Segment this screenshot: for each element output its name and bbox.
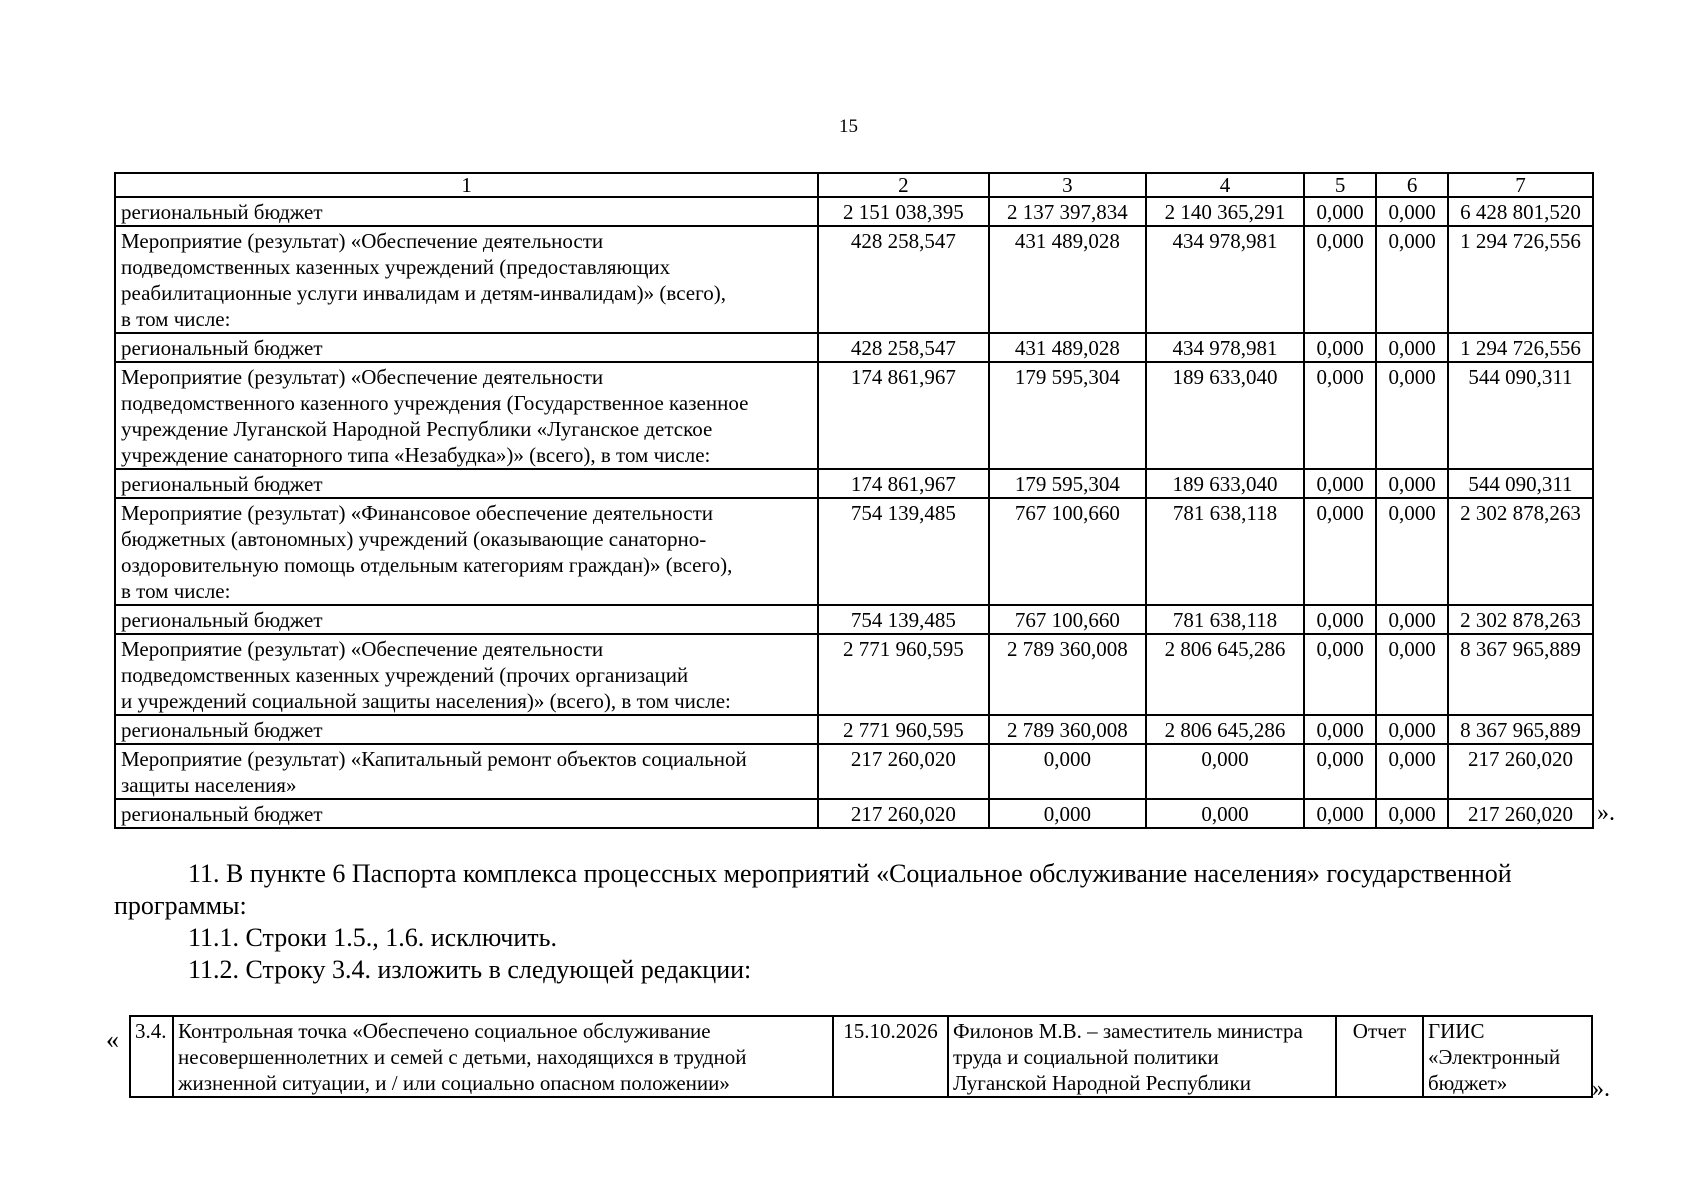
value-cell: 8 367 965,889	[1448, 715, 1593, 744]
value-cell: 781 638,118	[1146, 605, 1304, 634]
row-name-line: региональный бюджет	[121, 200, 323, 224]
closing-quote: ».	[1597, 800, 1615, 826]
description-line: несовершеннолетних и семей с детьми, находящихся в трудной	[178, 1045, 747, 1069]
paragraph-item-11-1: 11.1. Строки 1.5., 1.6. исключить.	[188, 923, 557, 952]
value-cell: 754 139,485	[818, 498, 988, 605]
value-cell: 0,000	[1376, 362, 1447, 469]
row-name-line: бюджетных (автономных) учреждений (оказывающие санаторно-	[121, 527, 707, 551]
system-line: ГИИС	[1428, 1019, 1485, 1043]
value-cell: 0,000	[1376, 469, 1447, 498]
row-name-cell	[115, 744, 818, 799]
description-line: Контрольная точка «Обеспечено социальное обслуживание	[178, 1019, 711, 1043]
table-row	[115, 715, 1593, 744]
value-cell: 428 258,547	[818, 226, 988, 333]
value-cell: 0,000	[1304, 799, 1377, 828]
row-name-line: подведомственных казенных учреждений (предоставляющих	[121, 255, 671, 279]
header-cell: 3	[989, 173, 1147, 197]
row-name-line: учреждение Луганской Народной Республики «Луганское детское	[121, 417, 713, 441]
table-row	[115, 799, 1593, 828]
value-cell: 0,000	[1304, 605, 1377, 634]
row-name-cell	[115, 799, 818, 828]
row-name-line: в том числе:	[121, 307, 231, 331]
row-name-line: Мероприятие (результат) «Капитальный ремонт объектов социальной	[121, 747, 747, 771]
value-cell: 217 260,020	[1448, 799, 1593, 828]
value-cell: 0,000	[989, 799, 1147, 828]
value-cell: 0,000	[1376, 605, 1447, 634]
header-cell: 4	[1146, 173, 1304, 197]
value-cell: 767 100,660	[989, 498, 1147, 605]
value-cell: 8 367 965,889	[1448, 634, 1593, 715]
row-name-cell	[115, 333, 818, 362]
table-row	[115, 226, 1593, 333]
page-number: 15	[839, 116, 858, 137]
value-cell: 217 260,020	[1448, 744, 1593, 799]
opening-quote: «	[106, 1025, 119, 1054]
value-cell: 0,000	[1304, 469, 1377, 498]
value-cell: 1 294 726,556	[1448, 226, 1593, 333]
value-cell: 189 633,040	[1146, 469, 1304, 498]
paragraph-continuation: программы:	[114, 891, 247, 920]
row-name-line: подведомственных казенных учреждений (прочих организаций	[121, 663, 689, 687]
row-name-cell	[115, 605, 818, 634]
value-cell: 0,000	[1304, 197, 1377, 226]
value-cell: 754 139,485	[818, 605, 988, 634]
row-name-cell	[115, 197, 818, 226]
value-cell: 2 771 960,595	[818, 634, 988, 715]
row-description-cell	[173, 1016, 833, 1097]
value-cell: 174 861,967	[818, 362, 988, 469]
value-cell: 189 633,040	[1146, 362, 1304, 469]
row-name-line: Мероприятие (результат) «Финансовое обеспечение деятельности	[121, 501, 714, 525]
row-name-line: региональный бюджет	[121, 802, 323, 826]
responsible-line: Филонов М.В. – заместитель министра	[953, 1019, 1303, 1043]
row-system-cell	[1423, 1016, 1592, 1097]
row-name-cell	[115, 469, 818, 498]
row-name-line: защиты населения»	[121, 773, 297, 797]
value-cell: 434 978,981	[1146, 226, 1304, 333]
value-cell: 0,000	[1304, 226, 1377, 333]
value-cell: 2 806 645,286	[1146, 634, 1304, 715]
value-cell: 434 978,981	[1146, 333, 1304, 362]
value-cell: 431 489,028	[989, 333, 1147, 362]
responsible-line: труда и социальной политики	[953, 1045, 1219, 1069]
value-cell: 428 258,547	[818, 333, 988, 362]
value-cell: 0,000	[1376, 197, 1447, 226]
system-line: бюджет»	[1428, 1071, 1508, 1095]
row-name-line: Мероприятие (результат) «Обеспечение деятельности	[121, 229, 604, 253]
header-cell: 6	[1376, 173, 1447, 197]
row-name-line: реабилитационные услуги инвалидам и детям-инвалидам)» (всего),	[121, 281, 726, 305]
row-name-cell	[115, 715, 818, 744]
value-cell: 0,000	[1304, 498, 1377, 605]
value-cell: 0,000	[1304, 362, 1377, 469]
table-row	[115, 605, 1593, 634]
row-name-line: подведомственного казенного учреждения (Государственное казенное	[121, 391, 749, 415]
value-cell: 2 789 360,008	[989, 715, 1147, 744]
row-name-line: региональный бюджет	[121, 608, 323, 632]
value-cell: 781 638,118	[1146, 498, 1304, 605]
row-document-cell: Отчет	[1336, 1016, 1423, 1097]
value-cell: 544 090,311	[1448, 362, 1593, 469]
table-row	[115, 744, 1593, 799]
row-name-cell	[115, 362, 818, 469]
value-cell: 0,000	[1376, 799, 1447, 828]
paragraph-item-11: 11. В пункте 6 Паспорта комплекса процессных мероприятий «Социальное обслуживание населения» государственной	[188, 859, 1512, 888]
header-cell: 7	[1448, 173, 1593, 197]
value-cell: 2 771 960,595	[818, 715, 988, 744]
value-cell: 2 806 645,286	[1146, 715, 1304, 744]
value-cell: 2 789 360,008	[989, 634, 1147, 715]
row-name-cell	[115, 634, 818, 715]
row-date-cell: 15.10.2026	[833, 1016, 948, 1097]
value-cell: 767 100,660	[989, 605, 1147, 634]
value-cell: 2 302 878,263	[1448, 498, 1593, 605]
value-cell: 1 294 726,556	[1448, 333, 1593, 362]
table-row	[130, 1016, 1592, 1097]
row-name-line: региональный бюджет	[121, 472, 323, 496]
value-cell: 0,000	[1304, 744, 1377, 799]
table-row	[115, 634, 1593, 715]
value-cell: 0,000	[1376, 498, 1447, 605]
value-cell: 0,000	[1376, 226, 1447, 333]
row-name-cell	[115, 226, 818, 333]
value-cell: 6 428 801,520	[1448, 197, 1593, 226]
table-row	[115, 498, 1593, 605]
value-cell: 217 260,020	[818, 799, 988, 828]
value-cell: 431 489,028	[989, 226, 1147, 333]
responsible-line: Луганской Народной Республики	[953, 1071, 1251, 1095]
row-name-line: учреждение санаторного типа «Незабудка»)» (всего), в том числе:	[121, 443, 711, 467]
budget-table	[114, 172, 1594, 829]
value-cell: 0,000	[1376, 333, 1447, 362]
value-cell: 179 595,304	[989, 362, 1147, 469]
row-name-line: Мероприятие (результат) «Обеспечение деятельности	[121, 365, 604, 389]
header-cell: 2	[818, 173, 988, 197]
row-name-line: региональный бюджет	[121, 336, 323, 360]
closing-quote: ».	[1592, 1076, 1610, 1102]
table-row	[115, 469, 1593, 498]
value-cell: 2 137 397,834	[989, 197, 1147, 226]
value-cell: 2 151 038,395	[818, 197, 988, 226]
value-cell: 179 595,304	[989, 469, 1147, 498]
value-cell: 0,000	[1304, 715, 1377, 744]
row-name-cell	[115, 498, 818, 605]
replacement-row-table	[129, 1015, 1593, 1098]
value-cell: 0,000	[1304, 634, 1377, 715]
table-row	[115, 333, 1593, 362]
value-cell: 0,000	[1376, 744, 1447, 799]
row-name-line: в том числе:	[121, 579, 231, 603]
row-responsible-cell	[948, 1016, 1336, 1097]
row-name-line: региональный бюджет	[121, 718, 323, 742]
table-row	[115, 197, 1593, 226]
table-row	[115, 362, 1593, 469]
value-cell: 0,000	[1376, 715, 1447, 744]
row-name-line: оздоровительную помощь отдельным категориям граждан)» (всего),	[121, 553, 733, 577]
table-header-row	[115, 173, 1593, 197]
header-cell: 5	[1304, 173, 1377, 197]
value-cell: 544 090,311	[1448, 469, 1593, 498]
header-cell: 1	[115, 173, 818, 197]
row-number-cell: 3.4.	[130, 1016, 173, 1097]
value-cell: 217 260,020	[818, 744, 988, 799]
value-cell: 0,000	[1146, 744, 1304, 799]
paragraph-item-11-2: 11.2. Строку 3.4. изложить в следующей редакции:	[188, 955, 752, 984]
value-cell: 0,000	[1146, 799, 1304, 828]
value-cell: 0,000	[1376, 634, 1447, 715]
system-line: «Электронный	[1428, 1045, 1561, 1069]
description-line: жизненной ситуации, и / или социально опасном положении»	[178, 1071, 730, 1095]
row-name-line: Мероприятие (результат) «Обеспечение деятельности	[121, 637, 604, 661]
value-cell: 2 302 878,263	[1448, 605, 1593, 634]
value-cell: 0,000	[989, 744, 1147, 799]
value-cell: 2 140 365,291	[1146, 197, 1304, 226]
value-cell: 0,000	[1304, 333, 1377, 362]
value-cell: 174 861,967	[818, 469, 988, 498]
row-name-line: и учреждений социальной защиты населения)» (всего), в том числе:	[121, 689, 731, 713]
